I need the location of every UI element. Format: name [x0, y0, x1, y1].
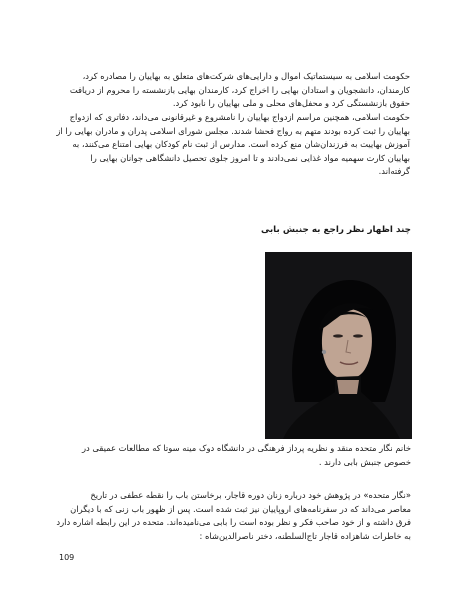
text-line: خانم نگار متحده منقد و نظریه پرداز فرهنگی در دانشگاه دوک مینه سوتا که مطالعات عمیقی در: [81, 443, 411, 453]
text-line: بهاییان را ثبت کرده بودند متهم به رواج فحشا شدند. مجلس شورای اسلامی پدران و مادران بهایی را از: [56, 125, 410, 136]
text-line: حقوق بازنشستگی کرد و محفل‌های محلی و ملی بهاییان را نابود کرد.: [172, 98, 410, 109]
paragraph-persecution-marriage-education: [56, 111, 410, 179]
text-line: خصوص جنبش بابی دارند .: [318, 456, 411, 467]
text-line: به خاطرات شاهزاده قاجار تاج‌السلطنه، دختر ناصرالدین‌شاه :: [199, 530, 411, 541]
portrait-photo: [265, 252, 412, 439]
paragraph-persecution-assets: [60, 70, 410, 111]
page-number: 109: [59, 553, 75, 562]
text-line: بهاییان کارت سهمیه مواد غذایی نمی‌دادند و تا امروز جلوی تحصیل دانشگاهی جوانان بهایی را: [90, 152, 410, 163]
text-line: آموزش بهاییت به فرزندان‌شان منع کرده است. مدارس از ثبت نام کودکان بهایی امتناع می‌کنند، به: [72, 139, 410, 150]
section-heading: چند اظهار نظر راجع به جنبش بابی: [260, 225, 411, 235]
text-line: گرفته‌اند.: [378, 166, 410, 177]
text-line: حکومت اسلامی، همچنین مراسم ازدواج بهاییان را نامشروع و غیرقانونی می‌داند، دفاتری که ازدواج: [69, 112, 410, 122]
paragraph-negar-mottahedeh: [56, 489, 411, 543]
text-line: حکومت اسلامی به سیستماتیک اموال و دارایی‌های شرکت‌های متعلق به بهاییان را مصادره کرد،: [82, 71, 410, 81]
text-line: کارمندان، دانشجویان و استادان بهایی را اخراج کرد، کارمندان بهایی بازنشسته را محروم از دریافت: [69, 84, 410, 95]
text-line: فرق داشته و از خود صاحب فکر و نظر بوده است را بابی می‌نامیده‌اند. متحده در این رابطه اشاره دارد: [56, 517, 411, 528]
portrait-illustration: [265, 252, 412, 439]
text-line: معاصر می‌داند که در سفرنامه‌های اروپاییان نیز ثبت شده است. پس از ظهور باب زنی که با دیگران: [70, 503, 411, 514]
photo-caption: [60, 442, 411, 469]
text-line: «نگار متحده» در پژوهش خود درباره زنان دوره قاجار، برخاستن باب را نقطه عطفی در تاریخ: [90, 490, 411, 500]
